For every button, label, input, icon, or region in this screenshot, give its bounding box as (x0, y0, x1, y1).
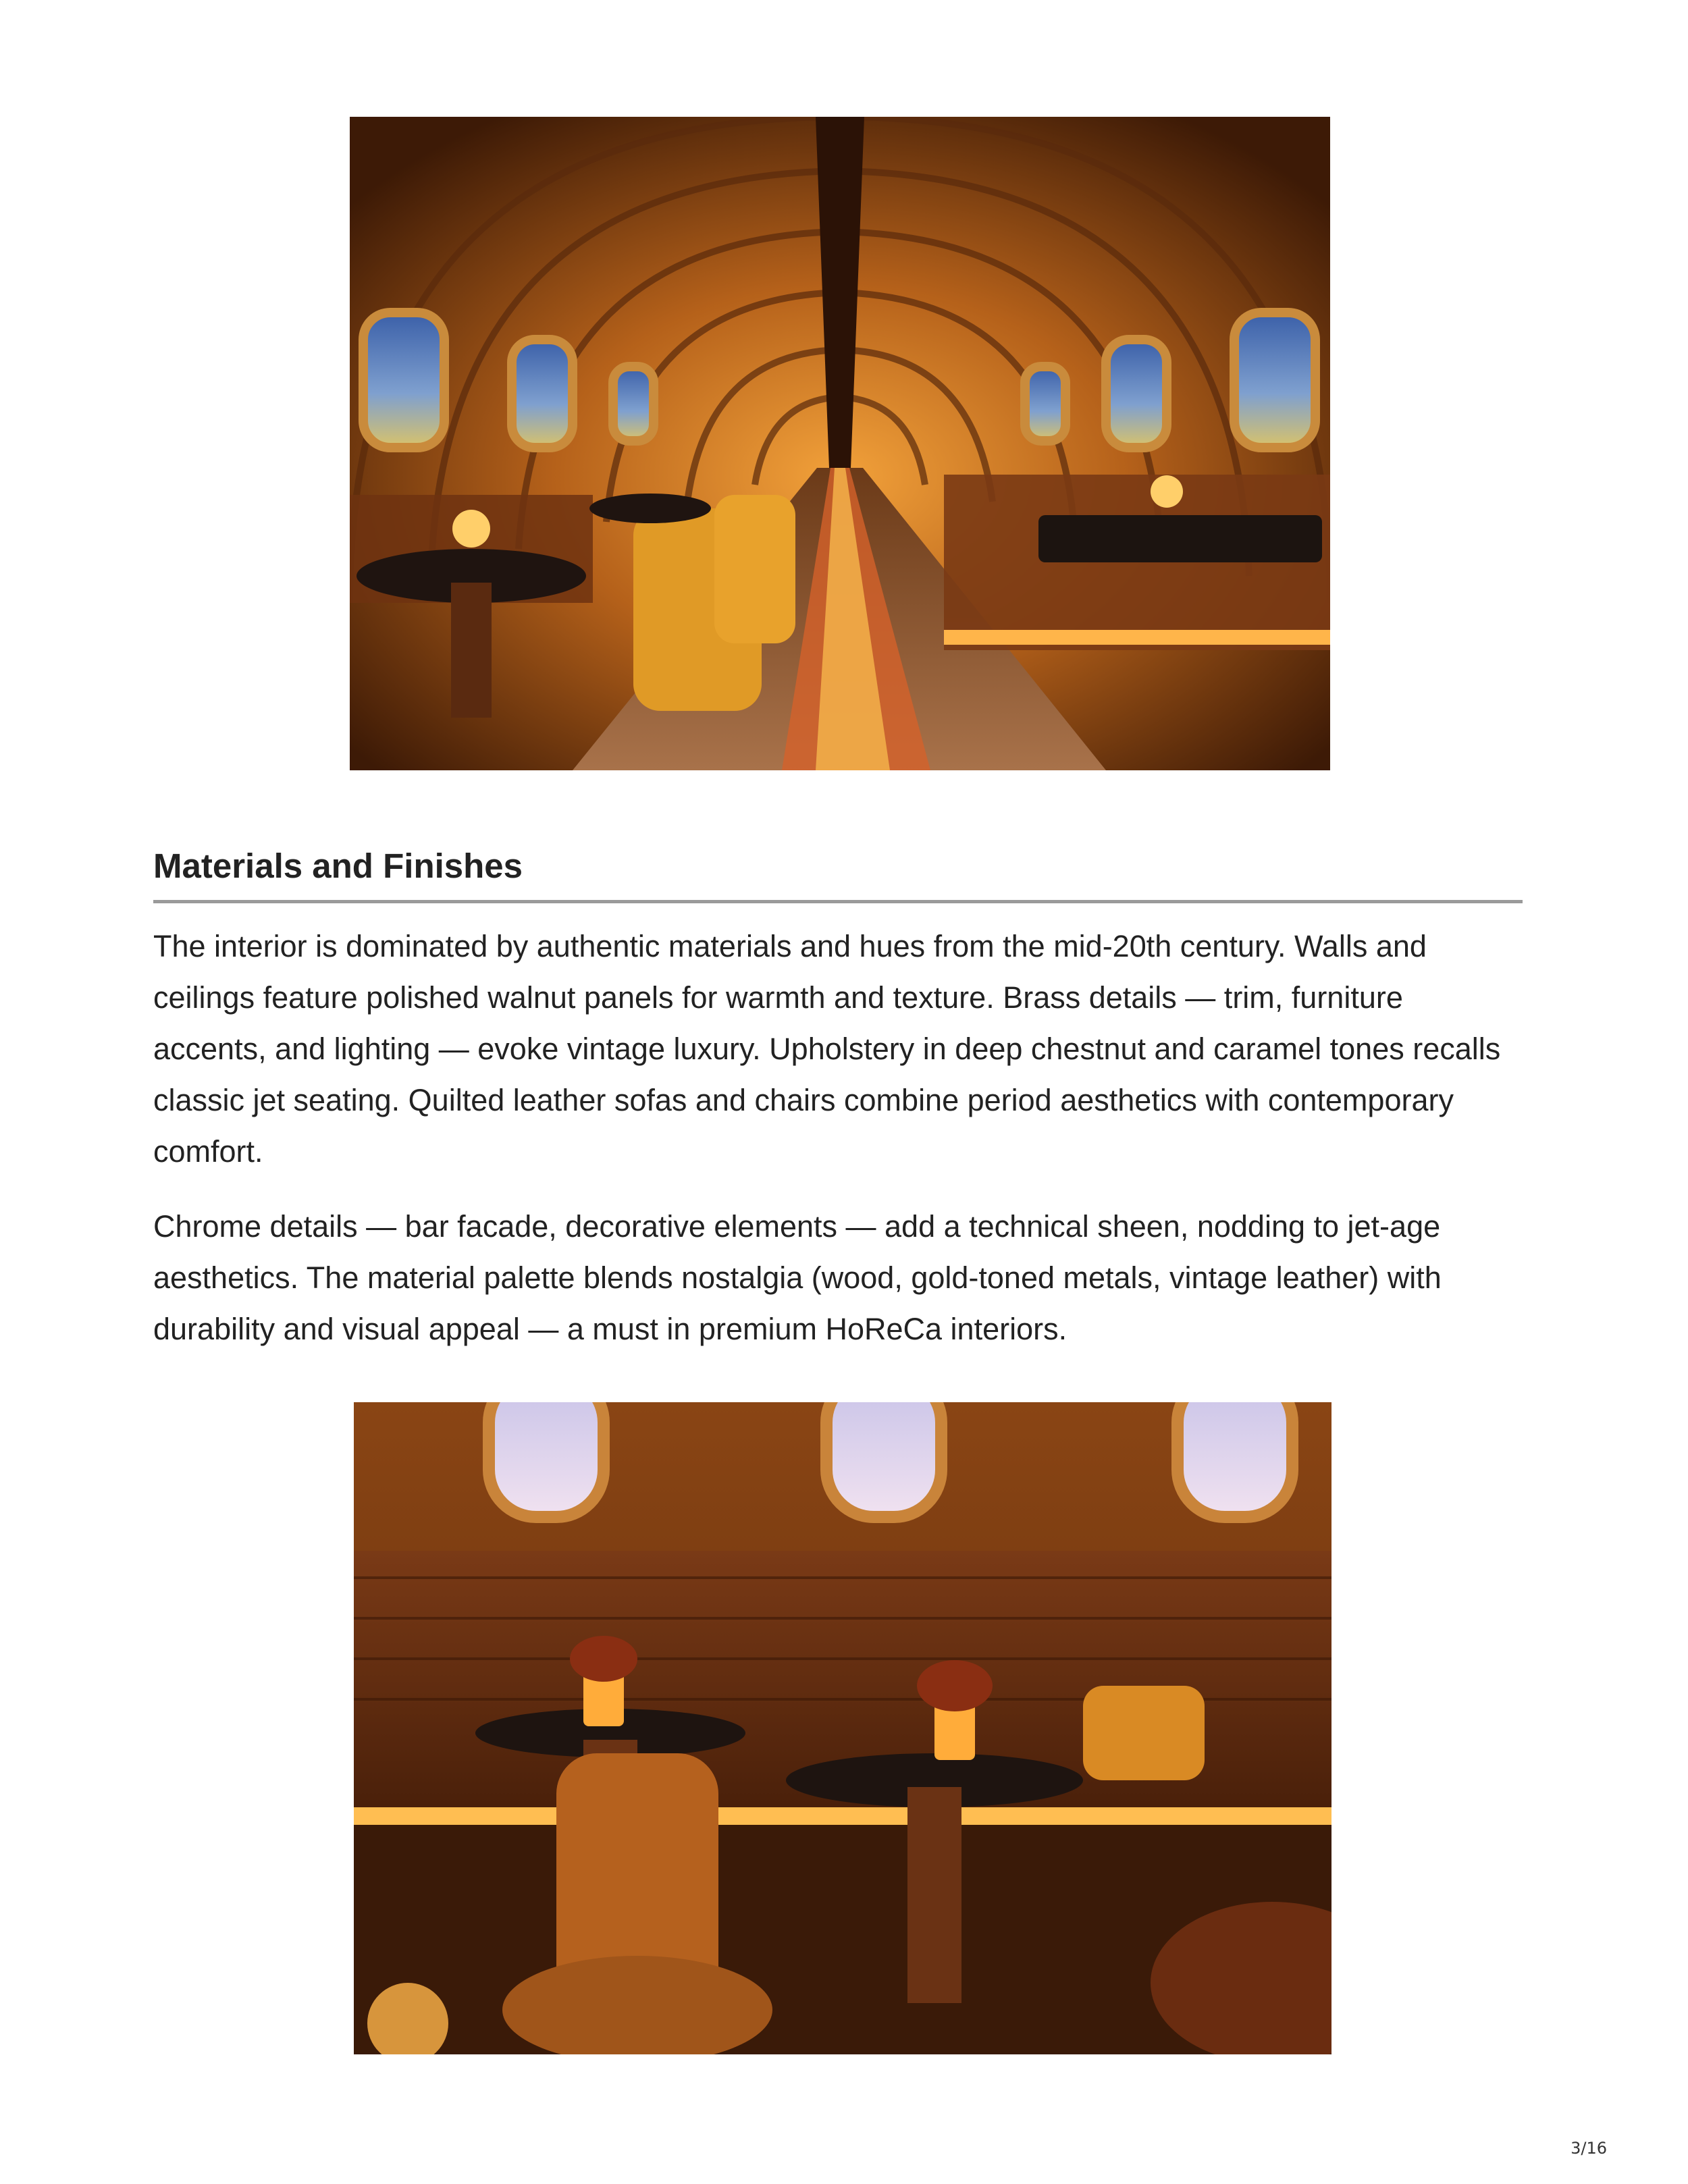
body-paragraph: The interior is dominated by authentic materials and hues from the mid-20th century. Walls and ceilings feature polished walnut panels for warmth and texture. Brass details — trim, furniture accents, and lighting — evoke vintage luxury. Upholstery in deep chestnut and caramel tones recalls classic jet seating. Quilted leather sofas and chairs combine period aesthetics with contemporary comfort. (153, 929, 1501, 1169)
aircraft-cabin-lounge-photo (350, 117, 1330, 770)
page-number: 3/16 (1571, 2139, 1607, 2158)
leather-banquette-seating-photo (354, 1402, 1331, 2054)
section-heading: Materials and Finishes (153, 847, 523, 885)
heading-divider (153, 900, 1523, 903)
body-paragraph: Chrome details — bar facade, decorative elements — add a technical sheen, nodding to jet-age aesthetics. The material palette blends nostalgia (wood, gold-toned metals, vintage leather) with durability and visual appeal — a must in premium HoReCa interiors. (153, 1209, 1442, 1346)
